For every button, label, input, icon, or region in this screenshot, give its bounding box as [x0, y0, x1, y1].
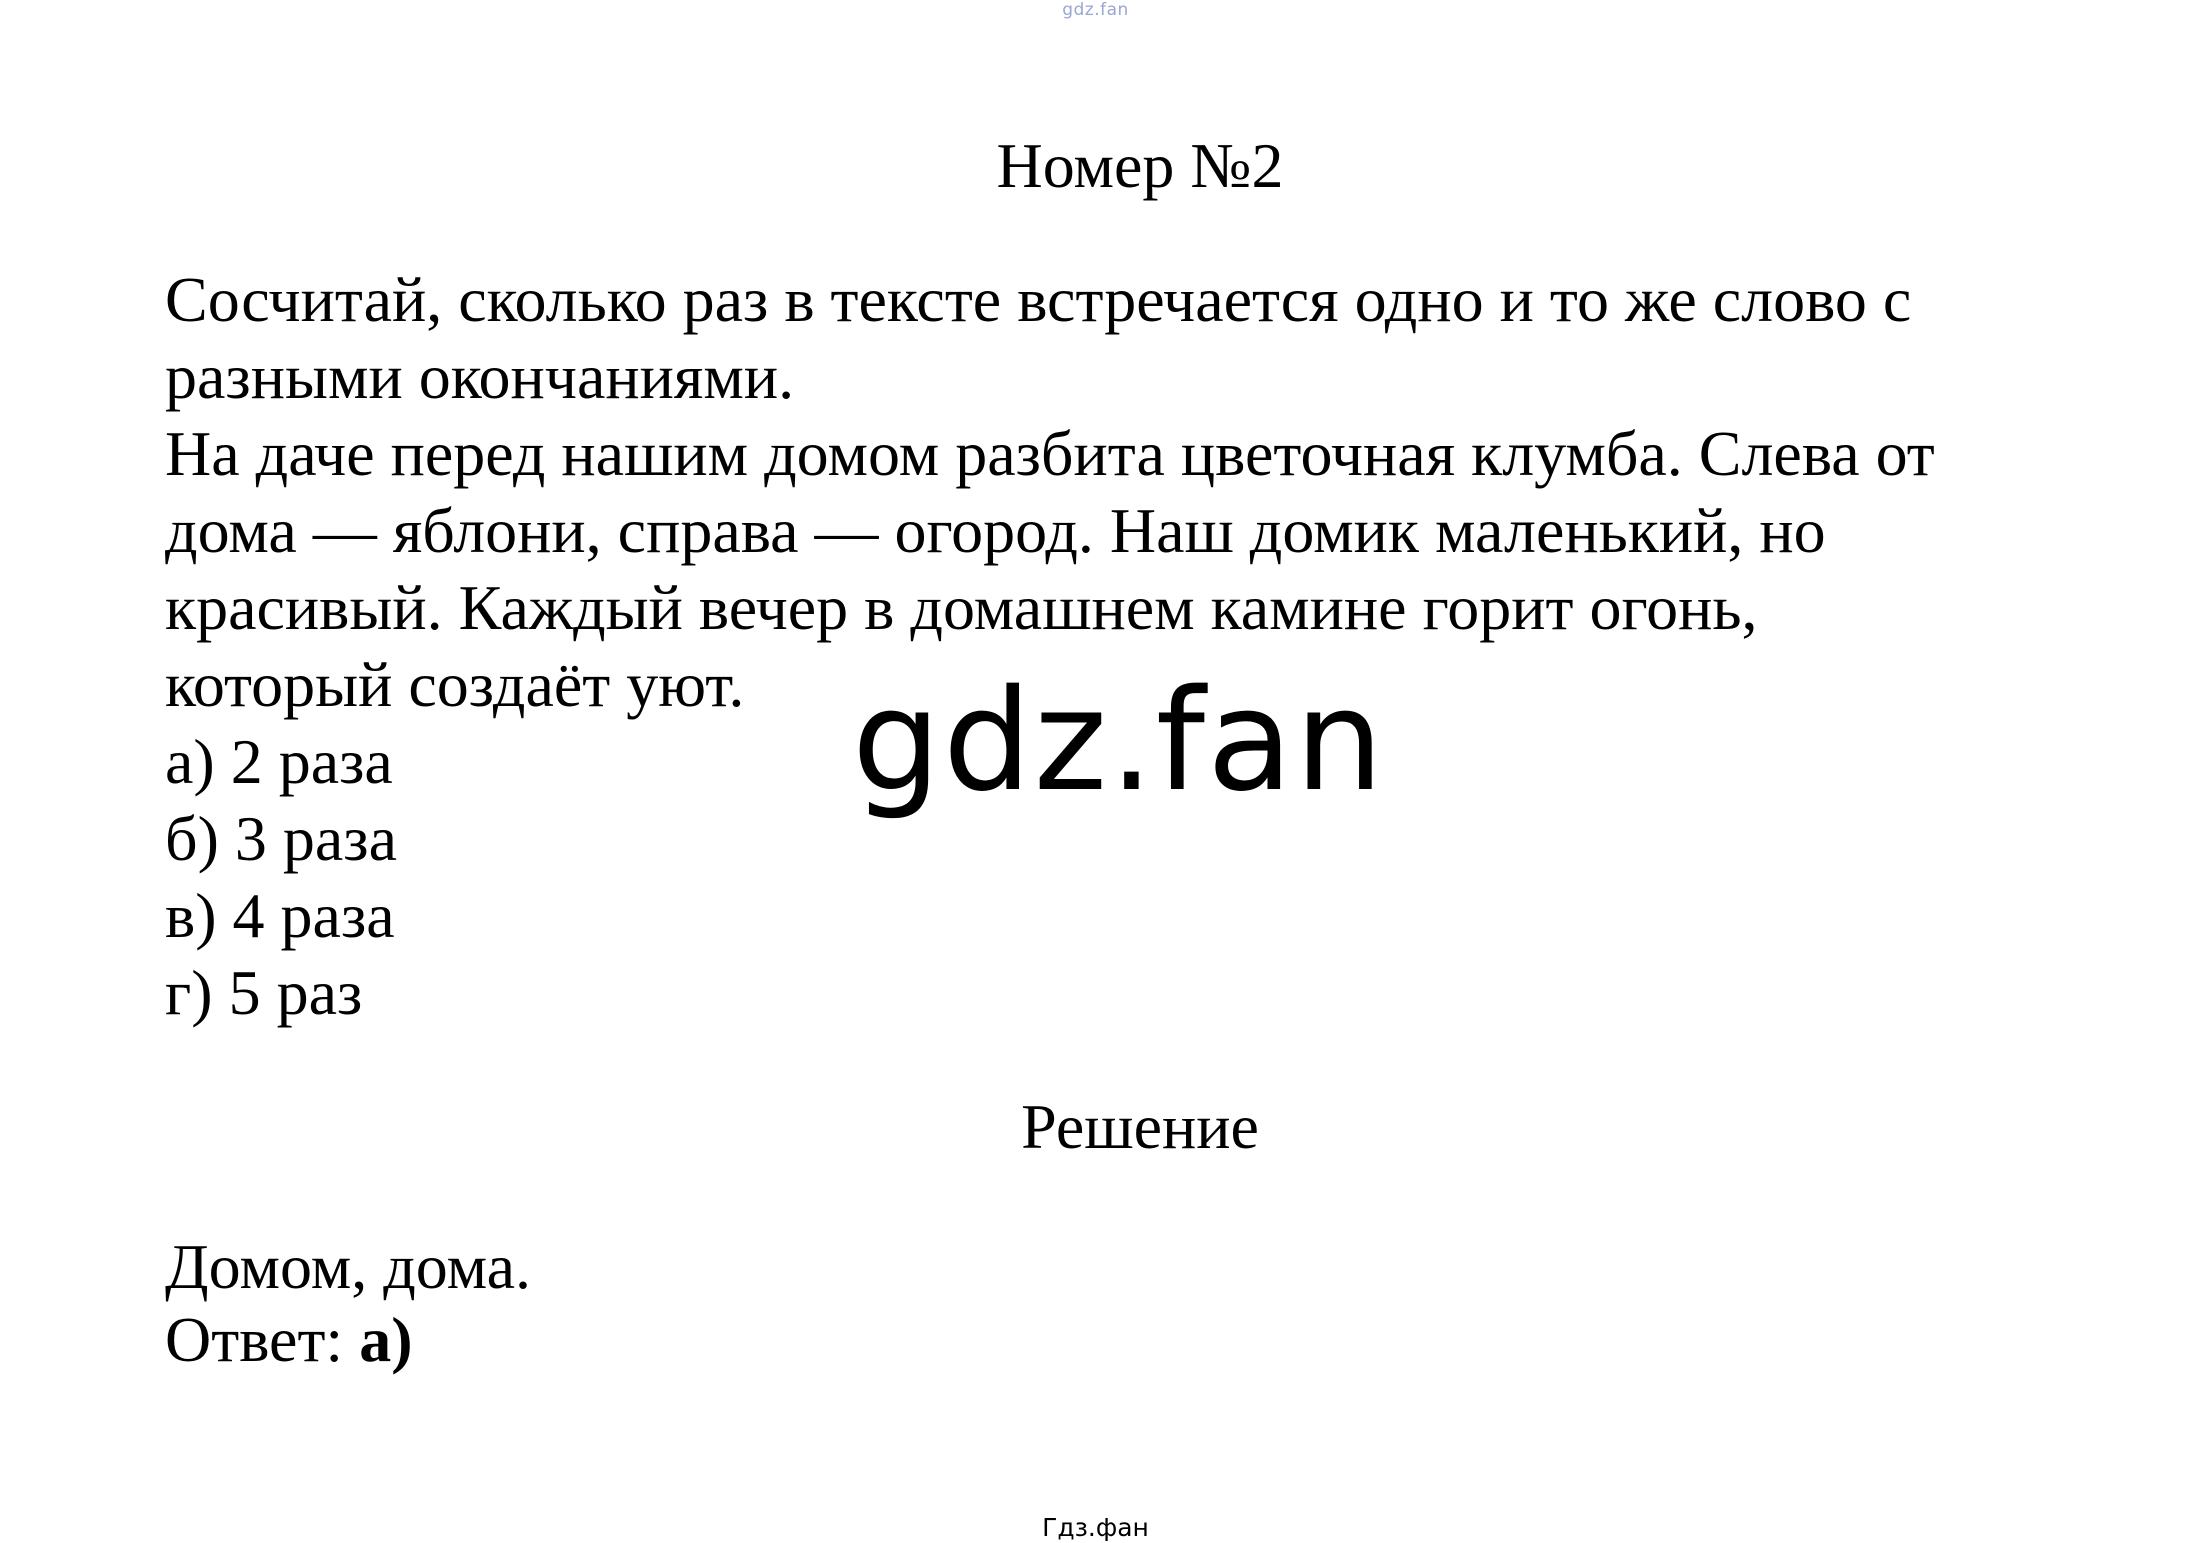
option-a: а) 2 раза	[165, 726, 393, 797]
task-line-5: красивый. Каждый вечер в домашнем камине горит огонь,	[165, 572, 1758, 643]
task-line-2: разными окончаниями.	[165, 341, 795, 412]
answer-label: Ответ:	[165, 1304, 360, 1375]
page-title: Номер №2	[996, 130, 1284, 201]
option-c: в) 4 раза	[165, 880, 395, 951]
task-line-6: который создаёт уют.	[165, 649, 745, 720]
solution-text: Домом, дома.	[165, 1231, 532, 1302]
top-watermark: gdz.fan	[1062, 0, 1129, 20]
footer-watermark: Гдз.фан	[1042, 1513, 1149, 1542]
center-watermark: gdz.fan	[852, 660, 1386, 823]
task-line-4: дома — яблони, справа — огород. Наш домик маленький, но	[165, 495, 1826, 566]
task-line-3: На даче перед нашим домом разбита цветочная клумба. Слева от	[165, 418, 1935, 489]
answer-value: а)	[359, 1304, 413, 1375]
option-b: б) 3 раза	[165, 803, 397, 874]
option-d: г) 5 раз	[165, 957, 363, 1028]
solution-heading: Решение	[1021, 1091, 1259, 1162]
answer-line	[165, 1304, 413, 1375]
task-line-1: Сосчитай, сколько раз в тексте встречается одно и то же слово с	[165, 264, 1912, 335]
